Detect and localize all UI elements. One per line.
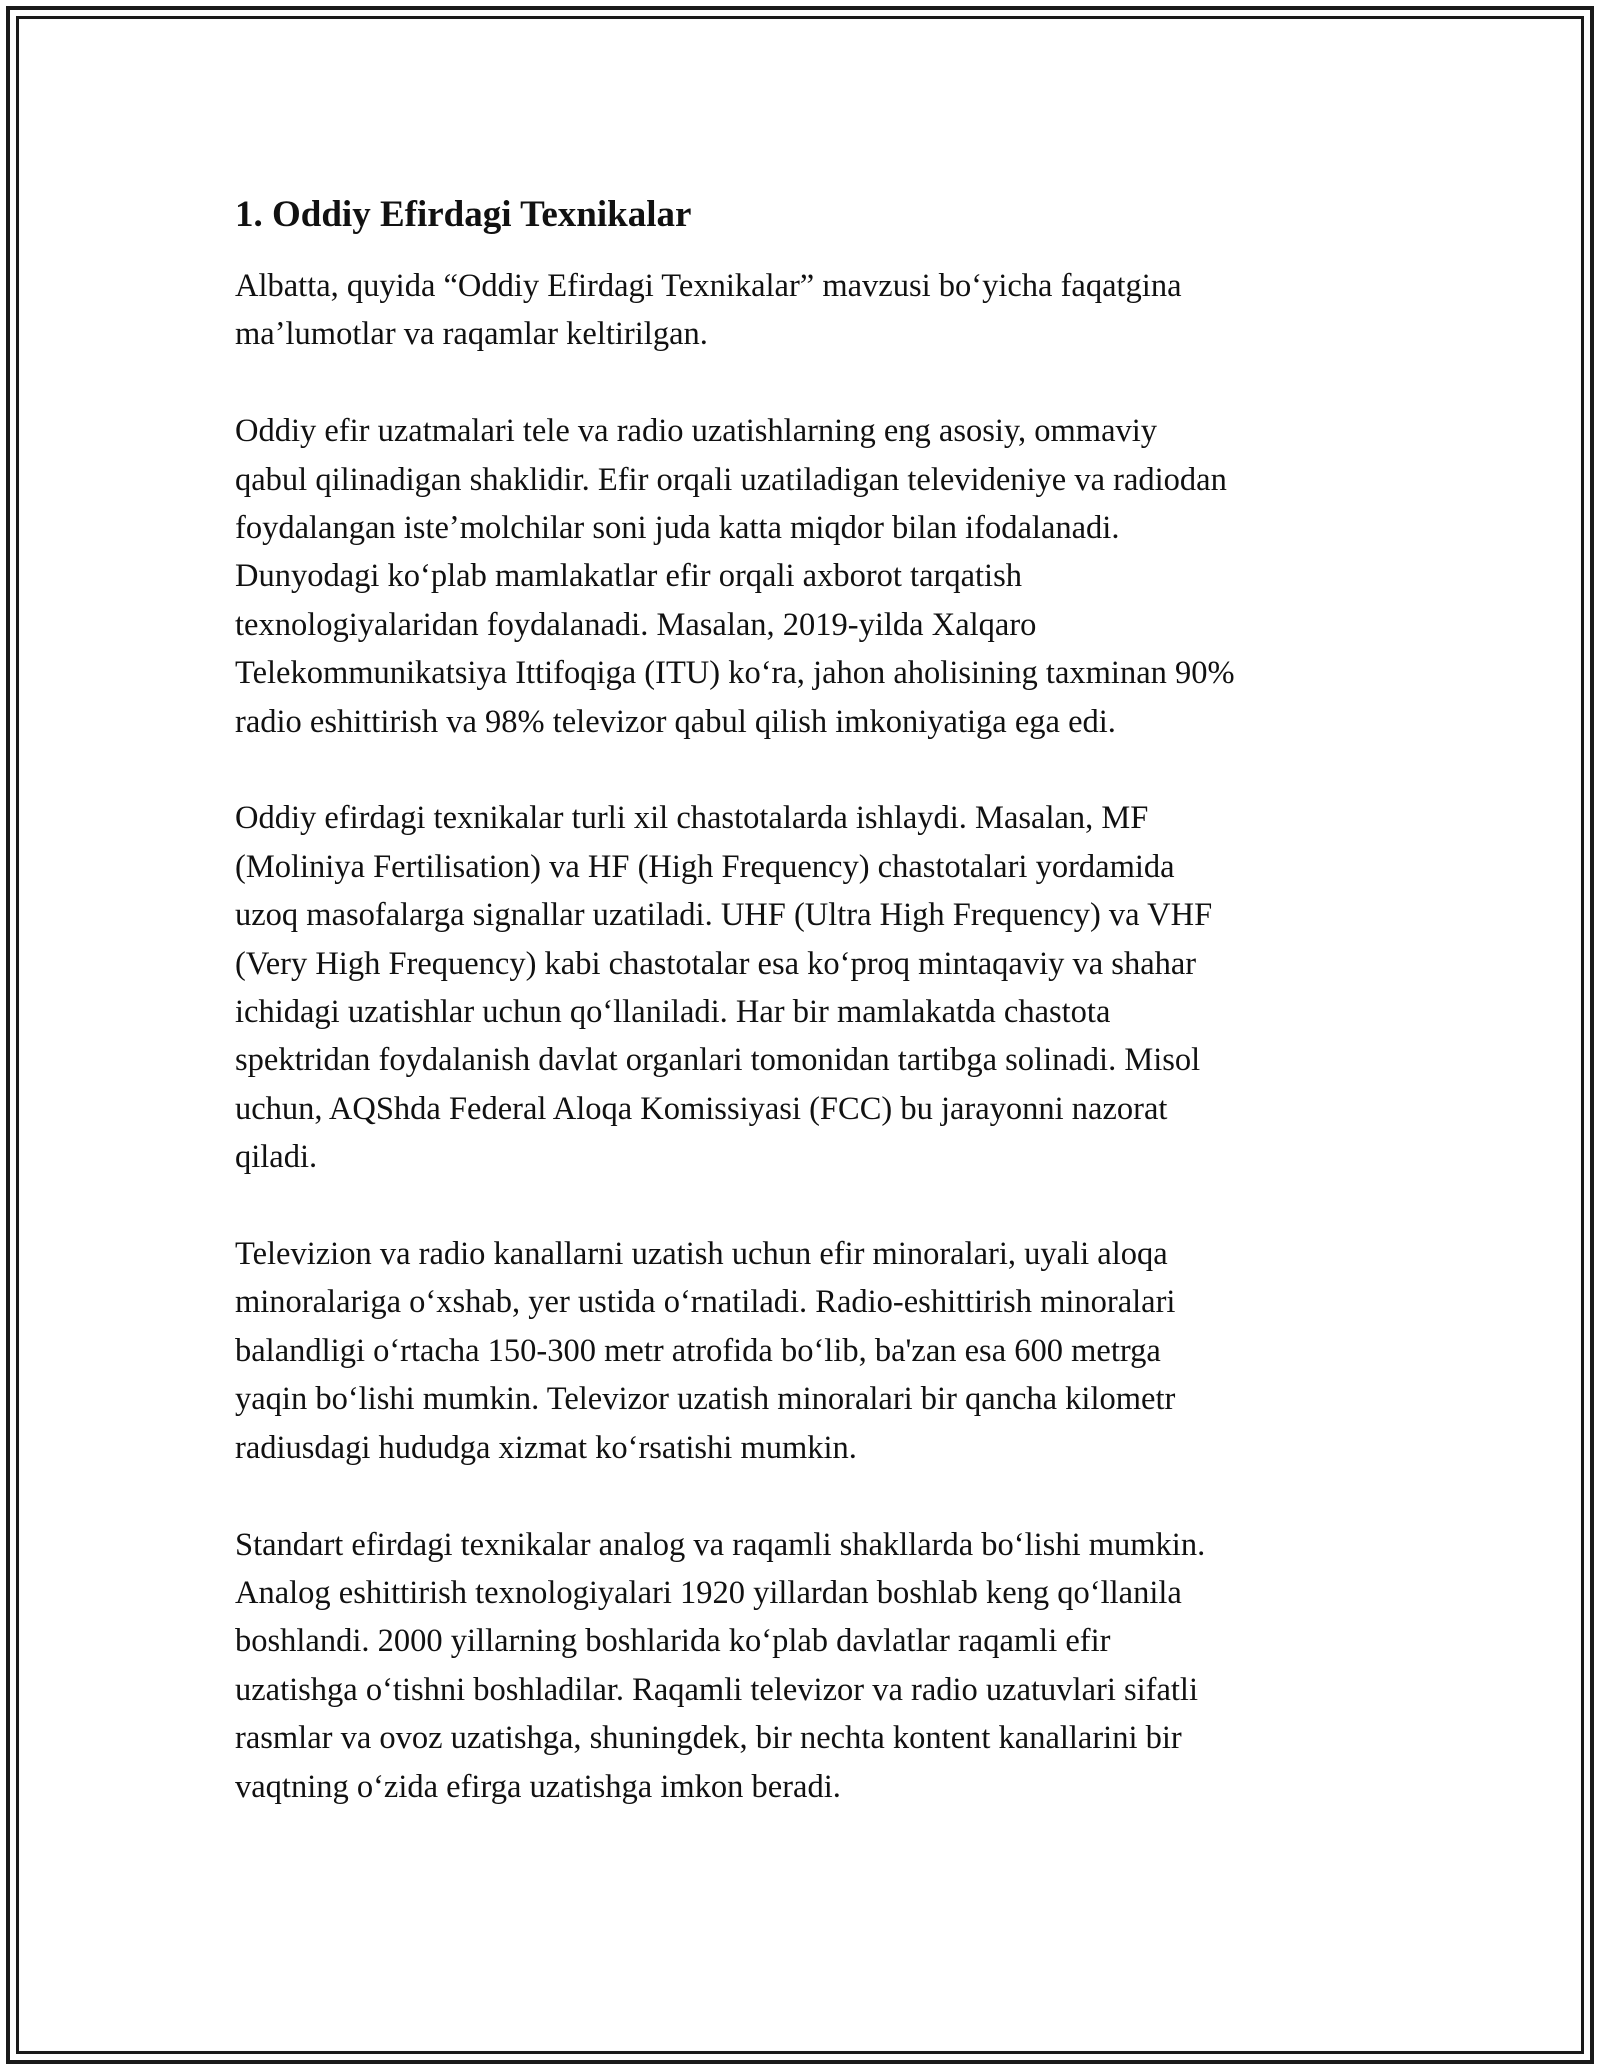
paragraph-analog-digital: Standart efirdagi texnikalar analog va raqamli shakllarda boʻlishi mumkin. Analog eshittirish texnologiyalari 1920 yillardan boshlab keng qoʻllanila boshlandi. 2000 yillarning boshlarida koʻplab davlatlar raqamli efir uzatishga oʻtishni boshladilar. Raqamli televizor va radio uzatuvlari sifatli rasmlar va ovoz uzatishga, shuningdek, bir nechta kontent kanallarini bir vaqtning oʻzida efirga uzatishga imkon beradi. [235,1526,1206,1805]
paragraph-overview: Oddiy efir uzatmalari tele va radio uzatishlarning eng asosiy, ommaviy qabul qilinadigan shaklidir. Efir orqali uzatiladigan televideniye va radiodan foydalangan isteʼmolchilar soni juda katta miqdor bilan ifodalanadi. Dunyodagi koʻplab mamlakatlar efir orqali axborot tarqatish texnologiyalaridan foydalanadi. Masalan, 2019-yilda Xalqaro Telekommunikatsiya Ittifoqiga (ITU) koʻra, jahon aholisining taxminan 90% radio eshittirish va 98% televizor qabul qilish imkoniyatiga ega edi. [235,413,1235,740]
paragraph-towers: Televizion va radio kanallarni uzatish uchun efir minoralari, uyali aloqa minoralariga oʻxshab, yer ustida oʻrnatiladi. Radio-eshittirish minoralari balandligi oʻrtacha 150-300 metr atrofida boʻlib, ba'zan esa 600 metrga yaqin boʻlishi mumkin. Televizor uzatish minoralari bir qancha kilometr radiusdagi hududga xizmat koʻrsatishi mumkin. [235,1236,1176,1466]
paragraph-frequencies: Oddiy efirdagi texnikalar turli xil chastotalarda ishlaydi. Masalan, MF (Moliniya Fertilisation) va HF (High Frequency) chastotalari yordamida uzoq masofalarga signallar uzatiladi. UHF (Ultra High Frequency) va VHF (Very High Frequency) kabi chastotalar esa koʻproq mintaqaviy va shahar ichidagi uzatishlar uchun qoʻllaniladi. Har bir mamlakatda chastota spektridan foydalanish davlat organlari tomonidan tartibga solinadi. Misol uchun, AQShda Federal Aloqa Komissiyasi (FCC) bu jarayonni nazorat qiladi. [235,800,1213,1176]
document-body [235,190,1385,1811]
section-heading: 1. Oddiy Efirdagi Texnikalar [235,194,692,235]
intro-paragraph: Albatta, quyida “Oddiy Efirdagi Texnikalar” mavzusi boʻyicha faqatgina maʼlumotlar va raqamlar keltirilgan. [235,268,1182,353]
